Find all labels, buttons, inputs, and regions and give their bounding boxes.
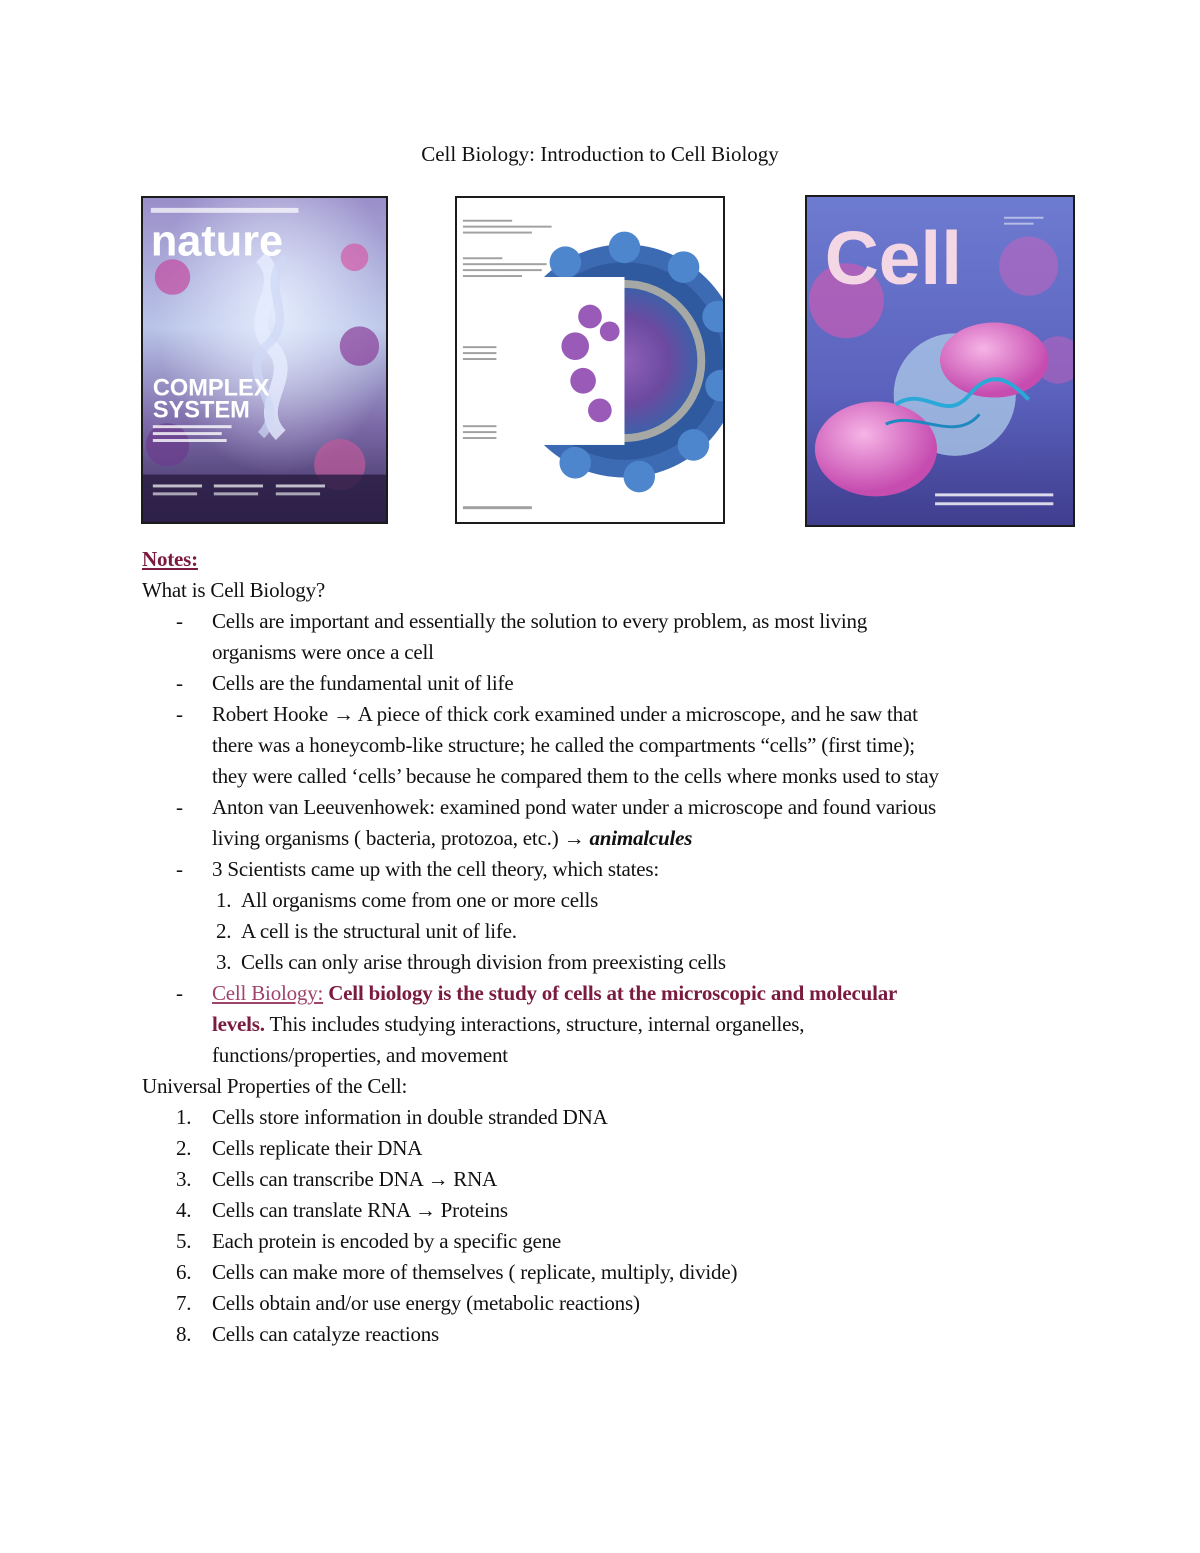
- property-number: 7.: [176, 1291, 192, 1315]
- cell-theory-item: [142, 885, 1082, 916]
- bullet-3-line-2: there was a honeycomb-like structure; he called the compartments “cells” (first time);: [212, 733, 915, 757]
- universal-properties-heading: Universal Properties of the Cell:: [142, 1074, 408, 1098]
- property-text: Cells can catalyze reactions: [212, 1322, 440, 1346]
- property-text: Cells can transcribe DNA → RNA: [212, 1167, 498, 1191]
- property-text: Cells can make more of themselves ( replicate, multiply, divide): [212, 1260, 738, 1284]
- bullet-dash: -: [176, 795, 183, 819]
- bullet-dash: -: [176, 857, 183, 881]
- nature-headline-1: COMPLEX: [152, 375, 270, 402]
- nature-headline-2: SYSTEM: [152, 397, 250, 424]
- notes-body: [142, 544, 1082, 1350]
- property-text: Each protein is encoded by a specific gene: [212, 1229, 562, 1253]
- bullet-1: [142, 606, 1082, 668]
- cell-theory-item: [142, 916, 1082, 947]
- property-number: 3.: [176, 1167, 192, 1191]
- bullet-4: [142, 792, 1082, 854]
- universal-property-item: [142, 1102, 1082, 1133]
- universal-property-item: [142, 1288, 1082, 1319]
- universal-property-item: [142, 1195, 1082, 1226]
- bullet-5-text: 3 Scientists came up with the cell theory, which states:: [212, 857, 659, 881]
- bullet-4-line-2-prefix: living organisms ( bacteria, protozoa, etc.) →: [212, 826, 590, 850]
- property-number: 8.: [176, 1322, 192, 1346]
- cell-biology-definition-1: Cell biology is the study of cells at the microscopic and molecular: [323, 981, 898, 1005]
- property-number: 2.: [176, 1136, 192, 1160]
- property-number: 5.: [176, 1229, 192, 1253]
- cell-biology-term: Cell Biology:: [212, 981, 324, 1005]
- nature-masthead: nature: [150, 217, 284, 266]
- bullet-6: [142, 978, 1082, 1071]
- universal-property-item: [142, 1226, 1082, 1257]
- question-heading: What is Cell Biology?: [142, 578, 326, 602]
- document-title: Cell Biology: Introduction to Cell Biology: [421, 142, 779, 166]
- bullet-2-text: Cells are the fundamental unit of life: [212, 671, 514, 695]
- property-text: Cells store information in double stranded DNA: [212, 1105, 608, 1129]
- bullet-dash: -: [176, 702, 183, 726]
- property-number: 4.: [176, 1198, 192, 1222]
- notes-heading: Notes:: [142, 547, 198, 571]
- universal-property-item: [142, 1133, 1082, 1164]
- bullet-1-line-2: organisms were once a cell: [212, 640, 434, 664]
- bullet-4-line-1: Anton van Leeuvenhowek: examined pond water under a microscope and found various: [212, 795, 937, 819]
- cell-theory-text: Cells can only arise through division from preexisting cells: [241, 950, 726, 974]
- cell-biology-definition-2: levels.: [212, 1012, 265, 1036]
- bullet-3-line-3: they were called ‘cells’ because he compared them to the cells where monks used to stay: [212, 764, 939, 788]
- cell-theory-number: 2.: [216, 919, 232, 943]
- bullet-2: [142, 668, 1082, 699]
- bullet-5: [142, 854, 1082, 885]
- cell-cover-image: [805, 195, 1075, 527]
- cell-theory-number: 3.: [216, 950, 232, 974]
- animalcules-term: animalcules: [589, 826, 693, 850]
- bullet-6-line-1: [212, 978, 1082, 1009]
- cell-theory-text: A cell is the structural unit of life.: [241, 919, 517, 943]
- property-text: Cells obtain and/or use energy (metabolic reactions): [212, 1291, 640, 1315]
- cell-masthead: Cell: [824, 215, 963, 300]
- bullet-3: [142, 699, 1082, 792]
- nature-cover-image: [141, 196, 388, 524]
- universal-property-item: [142, 1257, 1082, 1288]
- bullet-6-line-2: [212, 1009, 1082, 1040]
- virus-illustration-image: [455, 196, 725, 524]
- cell-theory-text: All organisms come from one or more cells: [241, 888, 599, 912]
- bullet-4-line-2: [212, 823, 1082, 854]
- bullet-dash: -: [176, 671, 183, 695]
- property-number: 1.: [176, 1105, 192, 1129]
- property-text: Cells replicate their DNA: [212, 1136, 423, 1160]
- cell-theory-item: [142, 947, 1082, 978]
- bullet-dash: -: [176, 609, 183, 633]
- bullet-6-line-2-rest: This includes studying interactions, structure, internal organelles,: [264, 1012, 805, 1036]
- universal-property-item: [142, 1164, 1082, 1195]
- cell-theory-number: 1.: [216, 888, 232, 912]
- property-number: 6.: [176, 1260, 192, 1284]
- universal-property-item: [142, 1319, 1082, 1350]
- bullet-3-line-1: Robert Hooke → A piece of thick cork examined under a microscope, and he saw that: [212, 702, 918, 726]
- bullet-6-line-3: functions/properties, and movement: [212, 1043, 508, 1067]
- property-text: Cells can translate RNA → Proteins: [212, 1198, 508, 1222]
- bullet-1-line-1: Cells are important and essentially the solution to every problem, as most living: [212, 609, 868, 633]
- bullet-dash: -: [176, 981, 183, 1005]
